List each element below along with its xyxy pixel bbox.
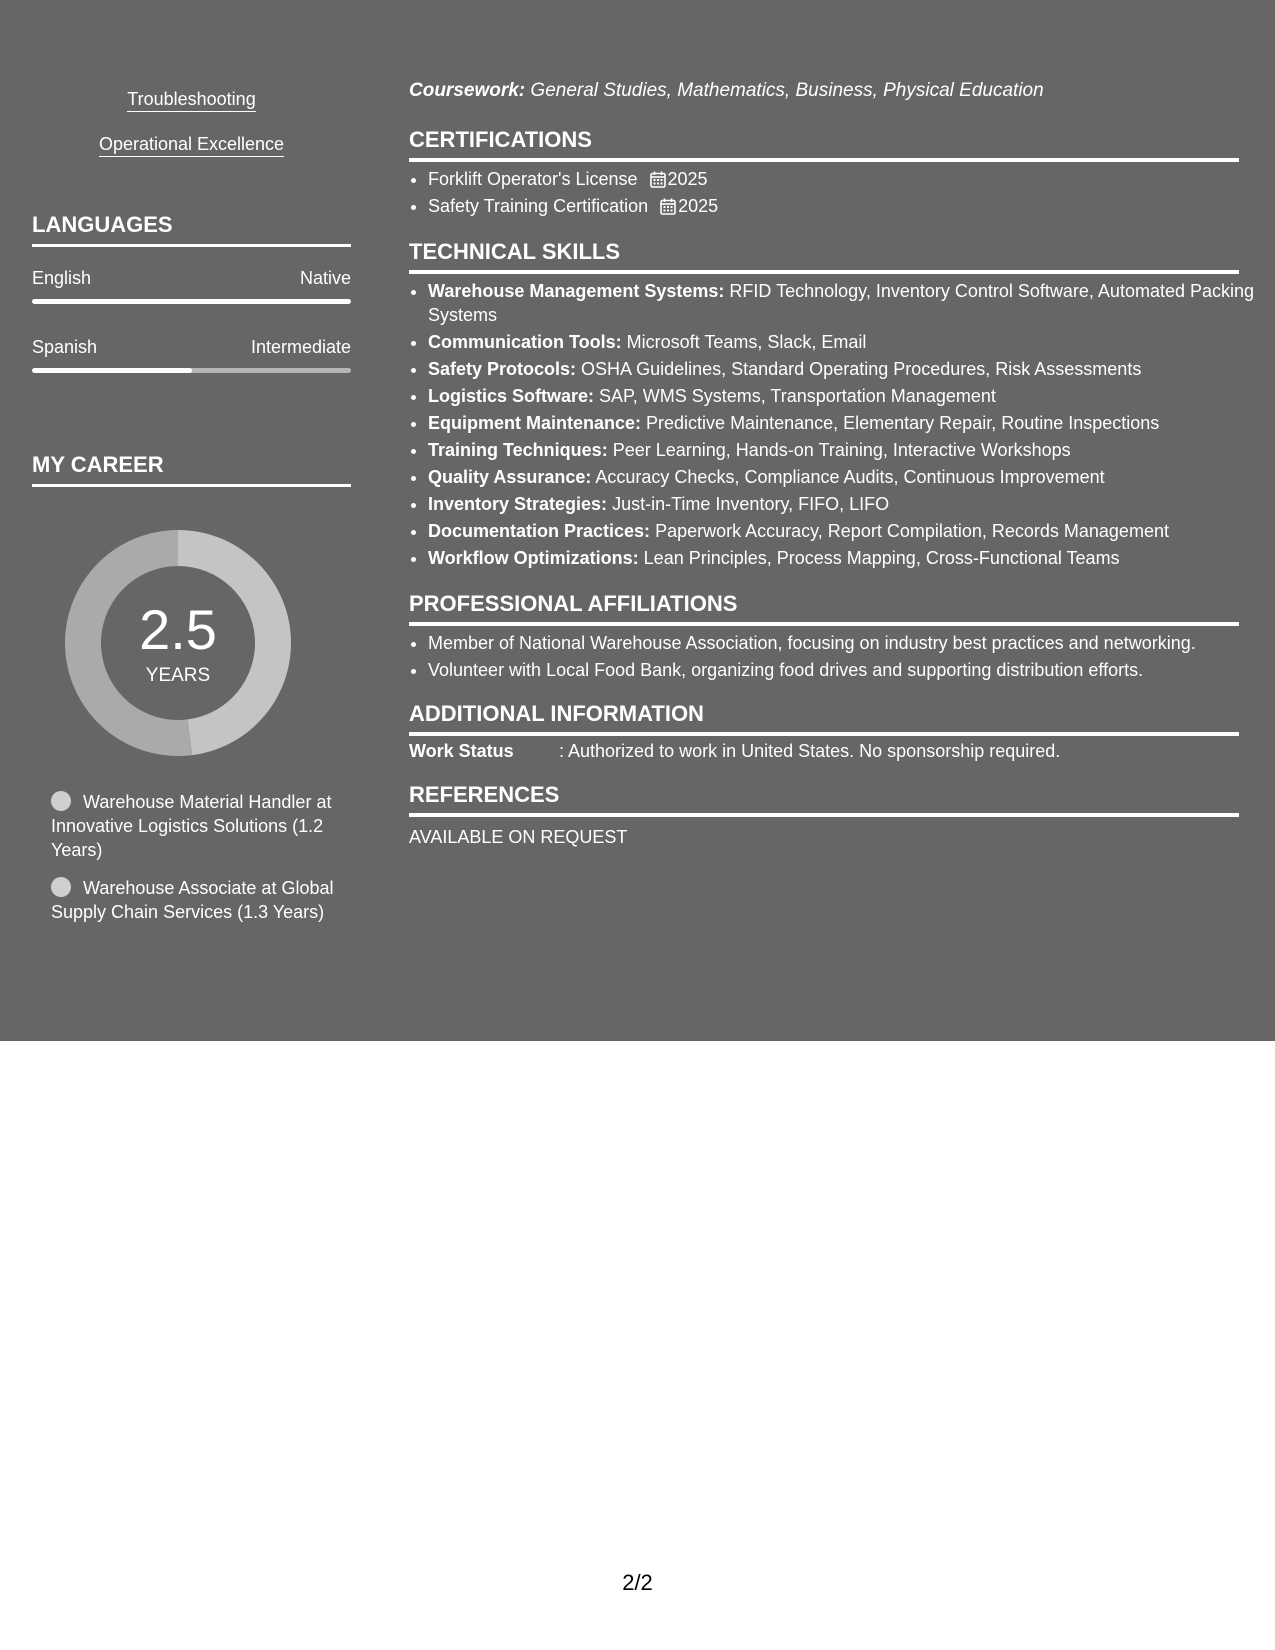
career-heading: MY CAREER	[32, 452, 351, 487]
technical-skill-value: Paperwork Accuracy, Report Compilation, Records Management	[650, 521, 1169, 541]
technical-skill-value: Peer Learning, Hands-on Training, Interactive Workshops	[607, 440, 1071, 460]
affiliations-heading: PROFESSIONAL AFFILIATIONS	[409, 591, 1239, 626]
work-status-value: : Authorized to work in United States. No sponsorship required.	[559, 741, 1061, 761]
certification-name: Forklift Operator's License	[428, 169, 638, 189]
technical-skill-value: OSHA Guidelines, Standard Operating Procedures, Risk Assessments	[576, 359, 1142, 379]
technical-skills-heading: TECHNICAL SKILLS	[409, 239, 1239, 274]
technical-skill-value: Microsoft Teams, Slack, Email	[621, 332, 867, 352]
work-status-row	[409, 741, 1060, 762]
technical-skill-label: Inventory Strategies:	[428, 494, 608, 514]
technical-skill-item	[428, 465, 1258, 489]
technical-skill-label: Documentation Practices:	[428, 521, 651, 541]
coursework-label: Coursework:	[409, 80, 526, 101]
language-row	[32, 337, 351, 358]
coursework-line	[409, 80, 1044, 102]
skill-tag	[32, 89, 351, 110]
career-donut-chart	[65, 530, 291, 756]
technical-skill-label: Warehouse Management Systems:	[428, 281, 725, 301]
technical-skills-list	[409, 279, 1258, 573]
references-heading: REFERENCES	[409, 782, 1239, 817]
language-proficiency-bar	[32, 299, 351, 304]
technical-skill-item	[428, 279, 1258, 327]
skill-tag-label: Operational Excellence	[99, 134, 284, 157]
technical-skill-label: Communication Tools:	[428, 332, 622, 352]
career-item-text: Warehouse Associate at Global Supply Chain Services (1.3 Years)	[51, 878, 334, 922]
technical-skill-value: SAP, WMS Systems, Transportation Management	[594, 386, 996, 406]
career-total-unit: YEARS	[145, 665, 211, 686]
certification-year: 2025	[678, 196, 719, 216]
skill-tag-label: Troubleshooting	[127, 89, 255, 112]
technical-skill-item	[428, 357, 1258, 381]
affiliation-item: • Member of National Warehouse Association, focusing on industry best practices and networking.	[428, 630, 1258, 657]
additional-info-heading: ADDITIONAL INFORMATION	[409, 701, 1239, 736]
technical-skill-label: Safety Protocols:	[428, 359, 577, 379]
skill-tag	[32, 134, 351, 155]
calendar-icon	[650, 171, 666, 188]
technical-skill-label: Workflow Optimizations:	[428, 548, 639, 568]
career-item	[51, 876, 341, 924]
language-level: Native	[299, 268, 351, 288]
language-proficiency-fill	[32, 299, 351, 304]
calendar-icon	[660, 198, 676, 215]
language-name: Spanish	[32, 337, 98, 357]
language-row	[32, 268, 351, 289]
technical-skill-item	[428, 411, 1258, 435]
affiliations-list	[409, 630, 1258, 684]
technical-skill-item	[428, 519, 1258, 543]
certification-year: 2025	[667, 169, 708, 189]
language-name: English	[32, 268, 92, 288]
technical-skill-value: Lean Principles, Process Mapping, Cross-Functional Teams	[638, 548, 1120, 568]
work-status-label: Work Status	[409, 741, 514, 761]
career-total-value: 2.5	[139, 598, 217, 661]
technical-skill-value: Accuracy Checks, Compliance Audits, Continuous Improvement	[591, 467, 1105, 487]
certification-item	[428, 166, 1258, 193]
technical-skill-value: RFID Technology, Inventory Control Software, Automated Packing Systems	[428, 281, 1255, 325]
technical-skill-value: Predictive Maintenance, Elementary Repair, Routine Inspections	[641, 413, 1160, 433]
affiliation-item: • Volunteer with Local Food Bank, organizing food drives and supporting distribution efforts.	[428, 657, 1258, 684]
technical-skill-item	[428, 384, 1258, 408]
language-level: Intermediate	[250, 337, 351, 357]
certifications-heading: CERTIFICATIONS	[409, 127, 1239, 162]
career-dot-icon	[51, 877, 71, 897]
coursework-value: General Studies, Mathematics, Business, Physical Education	[525, 80, 1044, 101]
languages-heading: LANGUAGES	[32, 212, 351, 247]
language-proficiency-fill	[32, 368, 192, 373]
technical-skill-item	[428, 330, 1258, 354]
technical-skill-item	[428, 438, 1258, 462]
certifications-list	[409, 166, 1258, 220]
technical-skill-label: Training Techniques:	[428, 440, 608, 460]
page-number: 2/2	[622, 1570, 653, 1595]
career-item	[51, 790, 341, 862]
certification-name: Safety Training Certification	[428, 196, 649, 216]
language-proficiency-bar	[32, 368, 351, 373]
technical-skill-label: Equipment Maintenance:	[428, 413, 642, 433]
technical-skill-label: Logistics Software:	[428, 386, 595, 406]
references-value: AVAILABLE ON REQUEST	[409, 827, 628, 847]
technical-skill-item	[428, 546, 1258, 570]
technical-skill-label: Quality Assurance:	[428, 467, 592, 487]
technical-skill-item	[428, 492, 1258, 516]
career-item-text: Warehouse Material Handler at Innovative Logistics Solutions (1.2 Years)	[51, 792, 332, 860]
certification-item	[428, 193, 1258, 220]
career-dot-icon	[51, 791, 71, 811]
technical-skill-value: Just-in-Time Inventory, FIFO, LIFO	[607, 494, 890, 514]
